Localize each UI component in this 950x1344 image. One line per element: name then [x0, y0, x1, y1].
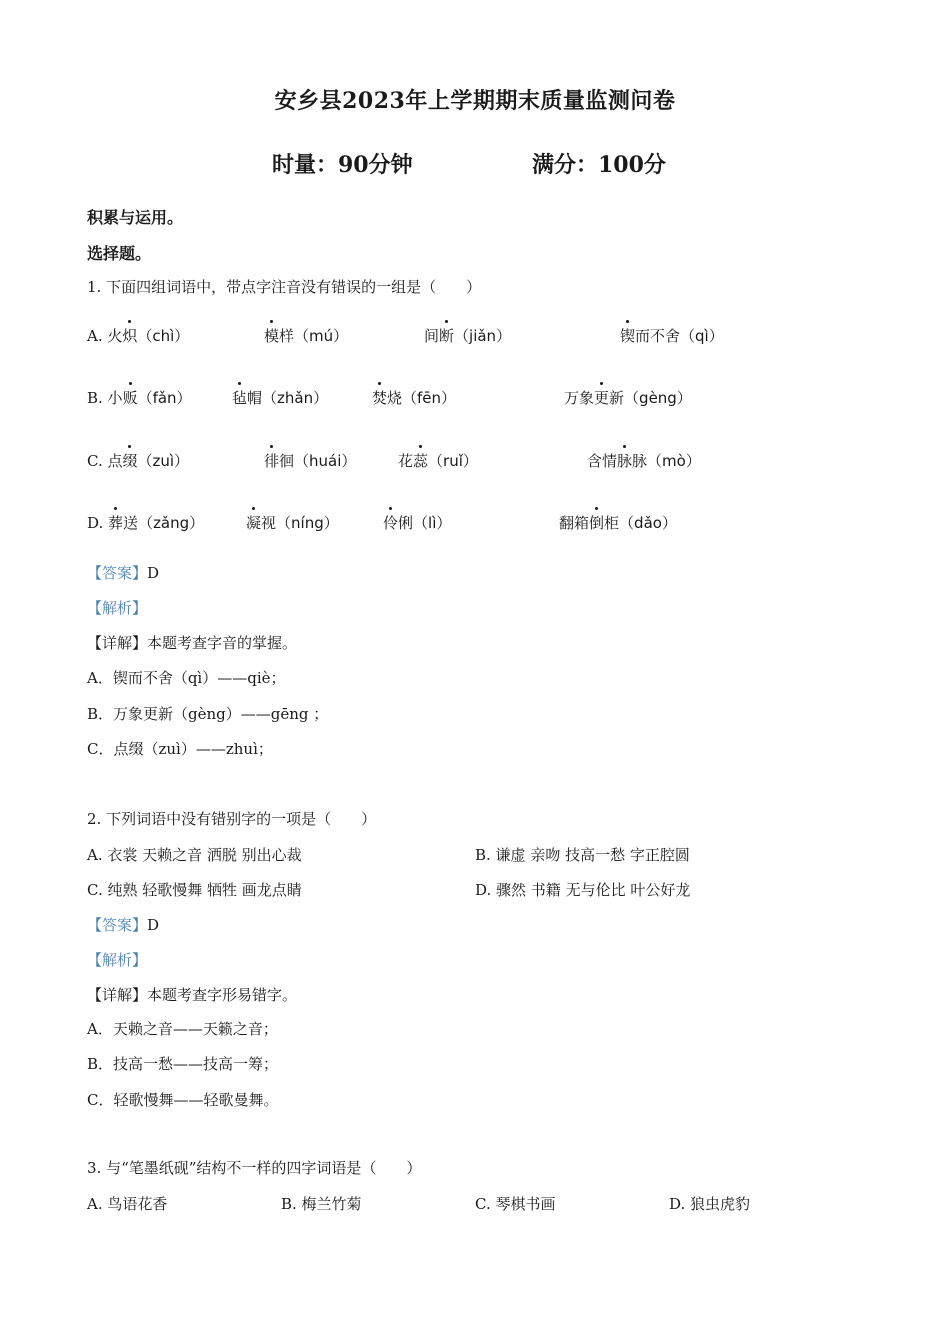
question-1-answer [87, 562, 159, 583]
word-suffix: 帽 [247, 389, 263, 407]
full-score: 满分：100分 [532, 152, 666, 178]
pinyin: （níng） [276, 514, 339, 532]
dotted-character: 炽 [122, 327, 138, 345]
word-suffix: 新 [609, 389, 625, 407]
dotted-character: 贩 [122, 389, 138, 407]
pinyin: （dǎo） [619, 514, 677, 532]
question-3-stem: 3. 与“笔墨纸砚”结构不一样的四字词语是（ ） [87, 1159, 422, 1177]
question-1-option-word [564, 387, 692, 408]
pinyin: （fǎn） [137, 389, 192, 407]
dotted-character: 焚 [372, 389, 388, 407]
question-2-stem: 2. 下列词语中没有错别字的一项是（ ） [87, 810, 377, 828]
question-3-option-c: C. 琴棋书画 [475, 1195, 556, 1213]
dotted-character: 徘 [264, 452, 280, 470]
pinyin: （zǎng） [138, 514, 205, 532]
pinyin: （chì） [137, 327, 190, 345]
question-3-option-a: A. 鸟语花香 [87, 1195, 168, 1213]
pinyin: （huái） [294, 452, 357, 470]
question-1-option-word [383, 512, 451, 533]
word-suffix: 送 [123, 514, 139, 532]
question-1-note: C．点缀（zuì）——zhuì； [87, 740, 273, 758]
pinyin: （qì） [680, 327, 724, 345]
question-2-option-d: D. 骤然 书籍 无与伦比 叶公好龙 [475, 881, 691, 899]
page-title: 安乡县2023年上学期期末质量监测问卷 [274, 88, 676, 114]
word-prefix: 万象 [564, 389, 595, 407]
question-1-option-word [424, 325, 511, 346]
question-1-note: A．锲而不舍（qì）——qiè； [87, 669, 286, 687]
word-suffix: 脉 [632, 452, 648, 470]
dotted-character: 毡 [232, 389, 248, 407]
word-prefix: C. 点 [87, 452, 123, 470]
question-1-option-word [87, 450, 189, 471]
word-suffix: 徊 [279, 452, 295, 470]
pinyin: （fēn） [402, 389, 457, 407]
pinyin: （ruǐ） [428, 452, 478, 470]
section-heading-accumulation: 积累与运用。 [87, 208, 184, 227]
question-1-option-word [620, 325, 724, 346]
dotted-character: 更 [594, 389, 610, 407]
word-prefix: 含情 [587, 452, 618, 470]
word-suffix: 烧 [387, 389, 403, 407]
question-2-answer [87, 914, 159, 935]
time-limit: 时量：90分钟 [272, 152, 413, 178]
answer-value: D [147, 916, 160, 934]
dotted-character: 锲 [620, 327, 636, 345]
question-1-option-word [87, 325, 189, 346]
word-suffix: 俐 [398, 514, 414, 532]
question-2-note: A．天赖之音——天籁之音； [87, 1020, 278, 1038]
word-suffix: 而不舍 [635, 327, 681, 345]
question-3-option-d: D. 狼虫虎豹 [669, 1195, 751, 1213]
question-1-option-word [398, 450, 478, 471]
answer-value: D [147, 564, 160, 582]
question-1-option-word [264, 325, 348, 346]
question-2-detail: 【详解】本题考查字形易错字。 [87, 986, 298, 1004]
pinyin: （zuì） [137, 452, 190, 470]
pinyin: （zhǎn） [262, 389, 329, 407]
word-prefix: D. [87, 514, 109, 532]
pinyin: （mú） [294, 327, 349, 345]
word-prefix: A. 火 [87, 327, 123, 345]
question-3-option-b: B. 梅兰竹菊 [281, 1195, 362, 1213]
question-1-option-word [372, 387, 456, 408]
question-2-note: B．技高一愁——技高一筹； [87, 1055, 279, 1073]
word-prefix: 花 [398, 452, 414, 470]
dotted-character: 脉 [617, 452, 633, 470]
question-2-option-a: A. 衣裳 天赖之音 洒脱 别出心裁 [87, 846, 302, 864]
dotted-character: 断 [439, 327, 455, 345]
question-1-option-word [87, 512, 204, 533]
word-prefix: B. 小 [87, 389, 123, 407]
pinyin: （lì） [413, 514, 452, 532]
question-1-analysis-tag: 【解析】 [87, 599, 148, 617]
dotted-character: 缀 [122, 452, 138, 470]
question-2-option-b: B. 谦虚 亲吻 技高一愁 字正腔圆 [475, 846, 690, 864]
question-1-detail: 【详解】本题考查字音的掌握。 [87, 634, 298, 652]
question-2-option-c: C. 纯熟 轻歌慢舞 牺牲 画龙点睛 [87, 881, 302, 899]
question-1-option-word [264, 450, 356, 471]
section-heading-choice: 选择题。 [87, 244, 152, 263]
pinyin: （jiǎn） [454, 327, 512, 345]
word-suffix: 视 [261, 514, 277, 532]
dotted-character: 倒 [589, 514, 605, 532]
pinyin: （gèng） [624, 389, 692, 407]
word-suffix: 柜 [604, 514, 620, 532]
question-1-note: B．万象更新（gèng）——gēng ； [87, 705, 329, 723]
dotted-character: 伶 [383, 514, 399, 532]
question-1-option-word [246, 512, 339, 533]
word-prefix: 翻箱 [559, 514, 590, 532]
answer-tag: 【答案】 [87, 916, 148, 934]
dotted-character: 葬 [108, 514, 124, 532]
dotted-character: 凝 [246, 514, 262, 532]
word-prefix: 间 [424, 327, 440, 345]
question-1-stem: 1. 下面四组词语中，带点字注音没有错误的一组是（ ） [87, 278, 482, 296]
word-suffix: 样 [279, 327, 295, 345]
question-2-analysis-tag: 【解析】 [87, 951, 148, 969]
dotted-character: 蕊 [413, 452, 429, 470]
dotted-character: 模 [264, 327, 280, 345]
question-2-note: C．轻歌慢舞——轻歌曼舞。 [87, 1091, 279, 1109]
answer-tag: 【答案】 [87, 564, 148, 582]
question-1-option-word [587, 450, 701, 471]
pinyin: （mò） [647, 452, 701, 470]
question-1-option-word [559, 512, 677, 533]
question-1-option-word [232, 387, 328, 408]
question-1-option-word [87, 387, 192, 408]
